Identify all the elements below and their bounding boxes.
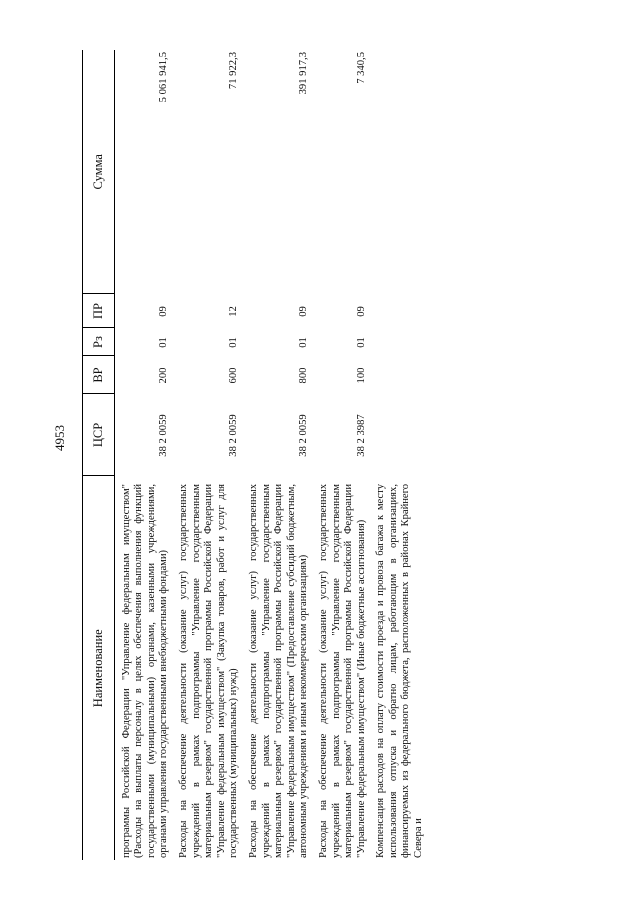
table-row: [172, 50, 242, 860]
row-csr: 38 2 0059: [228, 414, 240, 457]
row-pr: 09: [355, 306, 367, 317]
row-pr: 09: [158, 306, 170, 317]
row-sum: 71 922,3: [228, 52, 240, 90]
row-name: Расходы на обеспечение деятельности (оказание услуг) государственных учреждений в рамках подпрограммы "Управление государственным материальным резервом" государственной программы Российской Федерации "Управление федеральным имуществом" (Предоставление субсидий бюджетным, автономным учреждениям и иным некоммерческим организациям): [247, 484, 310, 858]
row-csr: 38 2 0059: [298, 414, 310, 457]
row-csr: 38 2 3987: [355, 414, 367, 457]
row-rz: 01: [298, 337, 310, 348]
row-name: Компенсация расходов на оплату стоимости проезда и провоза багажа к месту использования отпуска и обратно лицам, работающим в организациях, финансируемых из федерального бюджета, расположенных в районах Крайнего Севера и: [375, 484, 425, 858]
row-sum: 5 061 941,5: [158, 52, 170, 103]
row-rz: 01: [355, 337, 367, 348]
table-row: [242, 50, 312, 860]
header-vr: ВР: [83, 356, 115, 394]
budget-table: [82, 50, 427, 860]
table-row: [369, 50, 426, 860]
table-header-row: [83, 50, 115, 860]
row-pr: 12: [228, 306, 240, 317]
row-name: Расходы на обеспечение деятельности (оказание услуг) государственных учреждений в рамках подпрограммы "Управление государственным материальным резервом" государственной программы Российской Федерации "Управление федеральным имуществом" (Закупка товаров, работ и услуг для государственных (муниципальных) нужд): [177, 484, 240, 858]
header-sum: Сумма: [83, 50, 115, 294]
row-rz: 01: [158, 337, 170, 348]
row-csr: 38 2 0059: [158, 414, 170, 457]
header-name: Наименование: [83, 476, 115, 860]
header-csr: ЦСР: [83, 394, 115, 476]
row-sum: [369, 50, 426, 294]
row-pr: [369, 294, 426, 328]
row-sum: 7 340,5: [355, 52, 367, 84]
row-vr: 100: [355, 367, 367, 384]
row-rz: [369, 328, 426, 356]
header-pr: ПР: [83, 294, 115, 328]
row-csr: [369, 394, 426, 476]
row-sum: 391 917,3: [298, 52, 310, 95]
rotated-page: [82, 50, 602, 860]
row-name: Расходы на обеспечение деятельности (оказание услуг) государственных учреждений в рамках подпрограммы "Управление государственным материальным резервом" государственной программы Российской Федерации "Управление федеральным имуществом" (Иные бюджетные ассигнования): [317, 484, 367, 858]
row-vr: [369, 356, 426, 394]
row-vr: 200: [158, 367, 170, 384]
row-vr: 800: [298, 367, 310, 384]
table-row: [114, 50, 172, 860]
row-vr: 600: [228, 367, 240, 384]
row-pr: 09: [298, 306, 310, 317]
page-number: 4953: [52, 425, 67, 451]
row-rz: 01: [228, 337, 240, 348]
header-rz: Рз: [83, 328, 115, 356]
row-name: программы Российской Федерации "Управление федеральным имуществом" (Расходы на выплаты персоналу в целях обеспечения выполнения функций государственными (муниципальными) органами, казенными учреждениями, органами управления государственными внебюджетными фондами): [120, 484, 170, 858]
table-row: [312, 50, 369, 860]
